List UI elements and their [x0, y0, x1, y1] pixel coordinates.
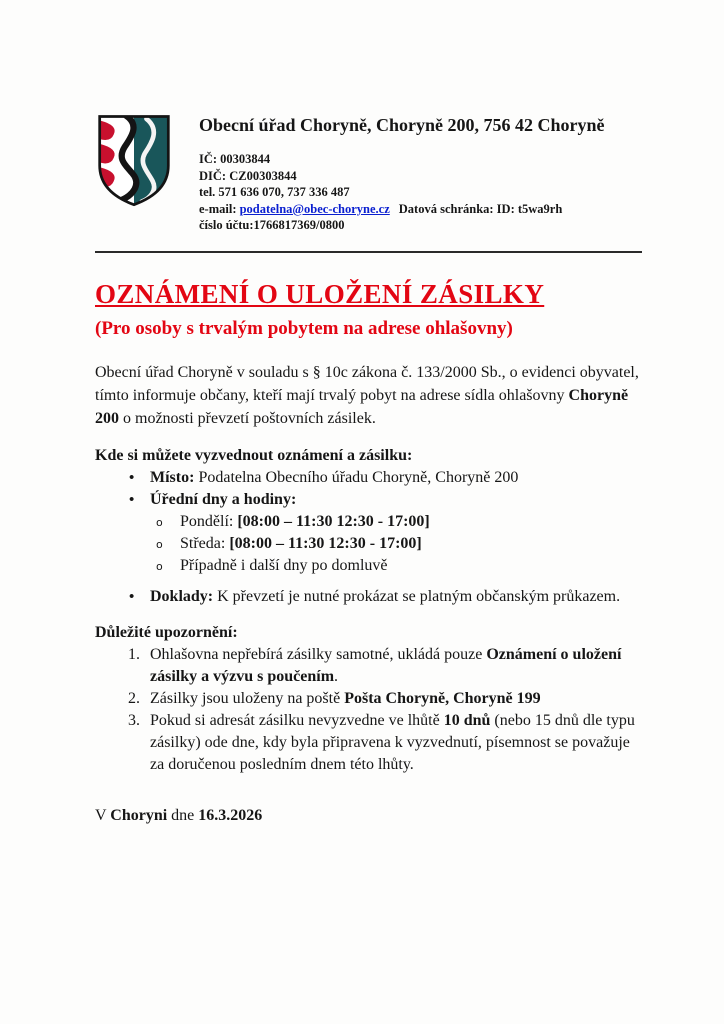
pickup-place-item: • Místo: Podatelna Obecního úřadu Choryně, Choryně 200 — [95, 467, 642, 489]
notice-subtitle: (Pro osoby s trvalým pobytem na adrese ohlašovny) — [95, 317, 513, 339]
hours-wednesday: o Středa: [08:00 – 11:30 12:30 - 17:00] — [95, 533, 642, 555]
important-item-1: Ohlašovna nepřebírá zásilky samotné, ukládá pouze Oznámení o uložení zásilky a výzvu s poučením. — [150, 645, 622, 685]
intro-paragraph: Obecní úřad Choryně v souladu s § 10c zákona č. 133/2000 Sb., o evidenci obyvatel, tímto informuje občany, kteří mají trvalý pobyt na adrese sídla ohlašovny Choryně 200 o možnosti převzetí poštovních zásilek. — [95, 363, 639, 427]
office-hours-list — [95, 511, 642, 577]
email-line — [199, 201, 605, 218]
company-id: IČ: 00303844 — [199, 152, 271, 166]
notice-body — [95, 278, 642, 827]
pickup-heading: Kde si můžete vyzvednout oznámení a zásilku: — [95, 446, 413, 464]
documents-item: • Doklady: K převzetí je nutné prokázat se platným občanským průkazem. — [95, 586, 642, 608]
pickup-list — [95, 467, 642, 511]
date-line: V Choryni dne 16.3.2026 — [95, 806, 263, 824]
documents-list — [95, 586, 642, 608]
email-link[interactable]: podatelna@obec-choryne.cz — [239, 201, 390, 216]
divider — [95, 251, 642, 253]
office-title: Obecní úřad Choryně, Choryně 200, 756 42 Choryně — [199, 115, 605, 135]
letterhead-text — [199, 112, 605, 234]
contact-block — [199, 151, 605, 234]
important-item-3: Pokud si adresát zásilku nevyzvedne ve lhůtě 10 dnů (nebo 15 dnů dle typu zásilky) ode dne, kdy byla připravena k vyzvednutí, písemnost se považuje za doručenou posledním dnem této lhůty. — [150, 711, 635, 773]
important-heading: Důležité upozornění: — [95, 623, 238, 641]
hours-by-agreement: o Případně i další dny po domluvě — [95, 555, 642, 577]
important-item-2: Zásilky jsou uloženy na poště Pošta Choryně, Choryně 199 — [150, 689, 541, 707]
phone-line: tel. 571 636 070, 737 336 487 — [199, 185, 350, 199]
hours-monday: o Pondělí: [08:00 – 11:30 12:30 - 17:00] — [95, 511, 642, 533]
tax-id: DIČ: CZ00303844 — [199, 168, 297, 183]
notice-title: OZNÁMENÍ O ULOŽENÍ ZÁSILKY — [95, 278, 545, 309]
important-list — [95, 644, 642, 776]
data-box-id: Datová schránka: ID: t5wa9rh — [398, 201, 563, 216]
coat-of-arms-logo — [95, 112, 173, 210]
email-label: e-mail: — [199, 201, 240, 216]
letterhead — [95, 112, 642, 234]
pickup-hours-item: • Úřední dny a hodiny: — [95, 489, 642, 511]
bank-account: číslo účtu:1766817369/0800 — [199, 218, 345, 232]
